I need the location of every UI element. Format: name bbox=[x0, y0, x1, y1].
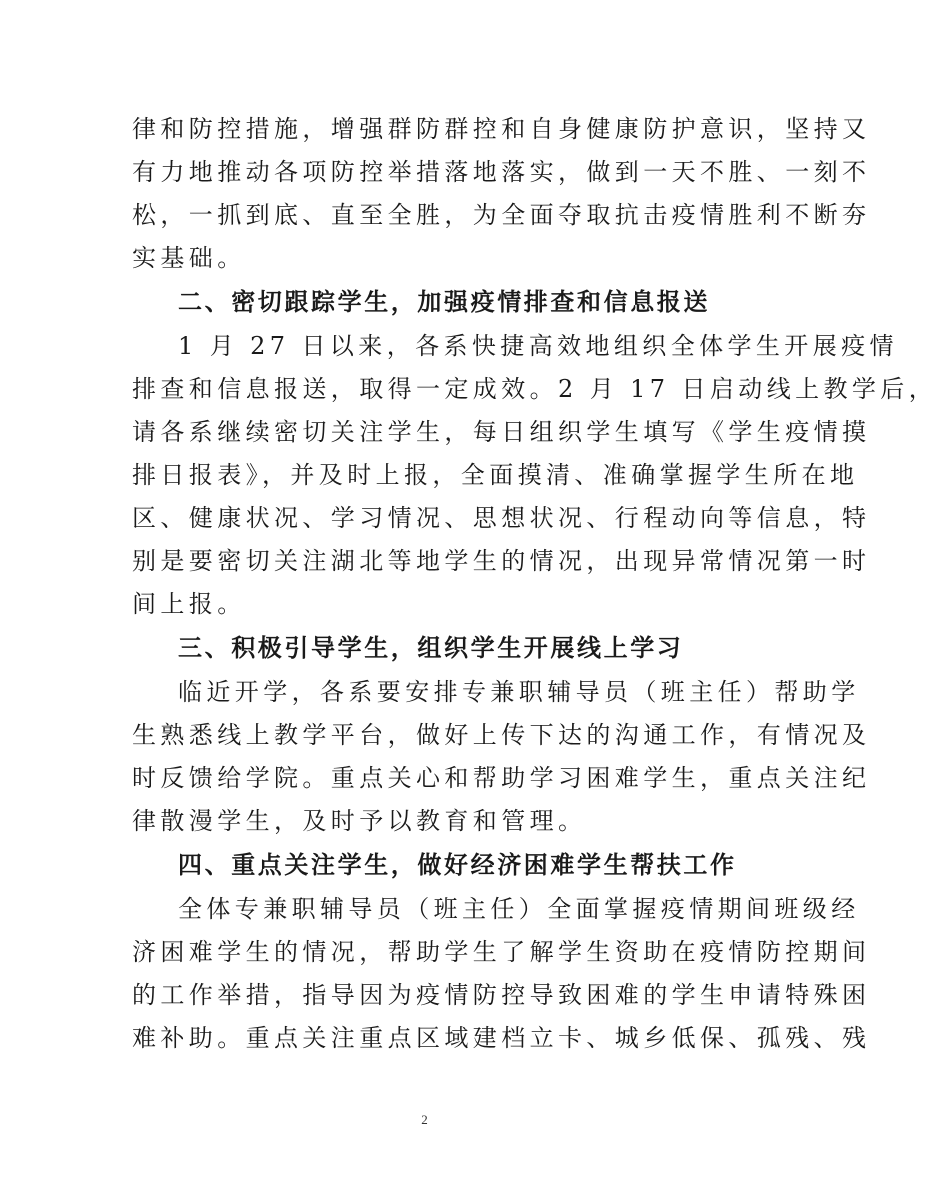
section-heading: 四、重点关注学生，做好经济困难学生帮扶工作 bbox=[178, 851, 737, 879]
paragraph-line: 区、健康状况、学习情况、思想状况、行程动向等信息，特 bbox=[132, 504, 871, 532]
paragraph-line: 济困难学生的情况，帮助学生了解学生资助在疫情防控期间 bbox=[132, 938, 871, 966]
section-heading: 三、积极引导学生，组织学生开展线上学习 bbox=[178, 634, 684, 662]
paragraph-line: 排日报表》，并及时上报，全面摸清、准确掌握学生所在地 bbox=[132, 461, 859, 489]
section-heading: 二、密切跟踪学生，加强疫情排查和信息报送 bbox=[178, 288, 710, 316]
page-number: 2 bbox=[421, 1112, 428, 1127]
paragraph-line: 难补助。重点关注重点区域建档立卡、城乡低保、孤残、残 bbox=[132, 1024, 871, 1052]
paragraph-line: 有力地推动各项防控举措落地落实，做到一天不胜、一刻不 bbox=[132, 158, 871, 186]
paragraph-line: 时反馈给学院。重点关心和帮助学习困难学生，重点关注纪 bbox=[132, 764, 871, 792]
paragraph-line: 别是要密切关注湖北等地学生的情况，出现异常情况第一时 bbox=[132, 547, 871, 575]
paragraph-line: 松，一抓到底、直至全胜，为全面夺取抗击疫情胜利不断夯 bbox=[132, 201, 871, 229]
paragraph-line: 实基础。 bbox=[132, 244, 246, 272]
paragraph-line: 排查和信息报送，取得一定成效。2 月 17 日启动线上教学后， bbox=[132, 375, 937, 403]
paragraph-line: 请各系继续密切关注学生，每日组织学生填写《学生疫情摸 bbox=[132, 418, 871, 446]
paragraph-line: 生熟悉线上教学平台，做好上传下达的沟通工作，有情况及 bbox=[132, 721, 871, 749]
paragraph-line: 临近开学，各系要安排专兼职辅导员（班主任）帮助学 bbox=[178, 678, 860, 706]
paragraph-line: 律和防控措施，增强群防群控和自身健康防护意识，坚持又 bbox=[132, 115, 871, 143]
paragraph-line: 间上报。 bbox=[132, 590, 246, 618]
paragraph-line: 全体专兼职辅导员（班主任）全面掌握疫情期间班级经 bbox=[178, 895, 860, 923]
paragraph-line: 的工作举措，指导因为疫情防控导致困难的学生申请特殊困 bbox=[132, 981, 871, 1009]
paragraph-line: 律散漫学生，及时予以教育和管理。 bbox=[132, 807, 587, 835]
paragraph-line: 1 月 27 日以来，各系快捷高效地组织全体学生开展疫情 bbox=[178, 332, 898, 360]
